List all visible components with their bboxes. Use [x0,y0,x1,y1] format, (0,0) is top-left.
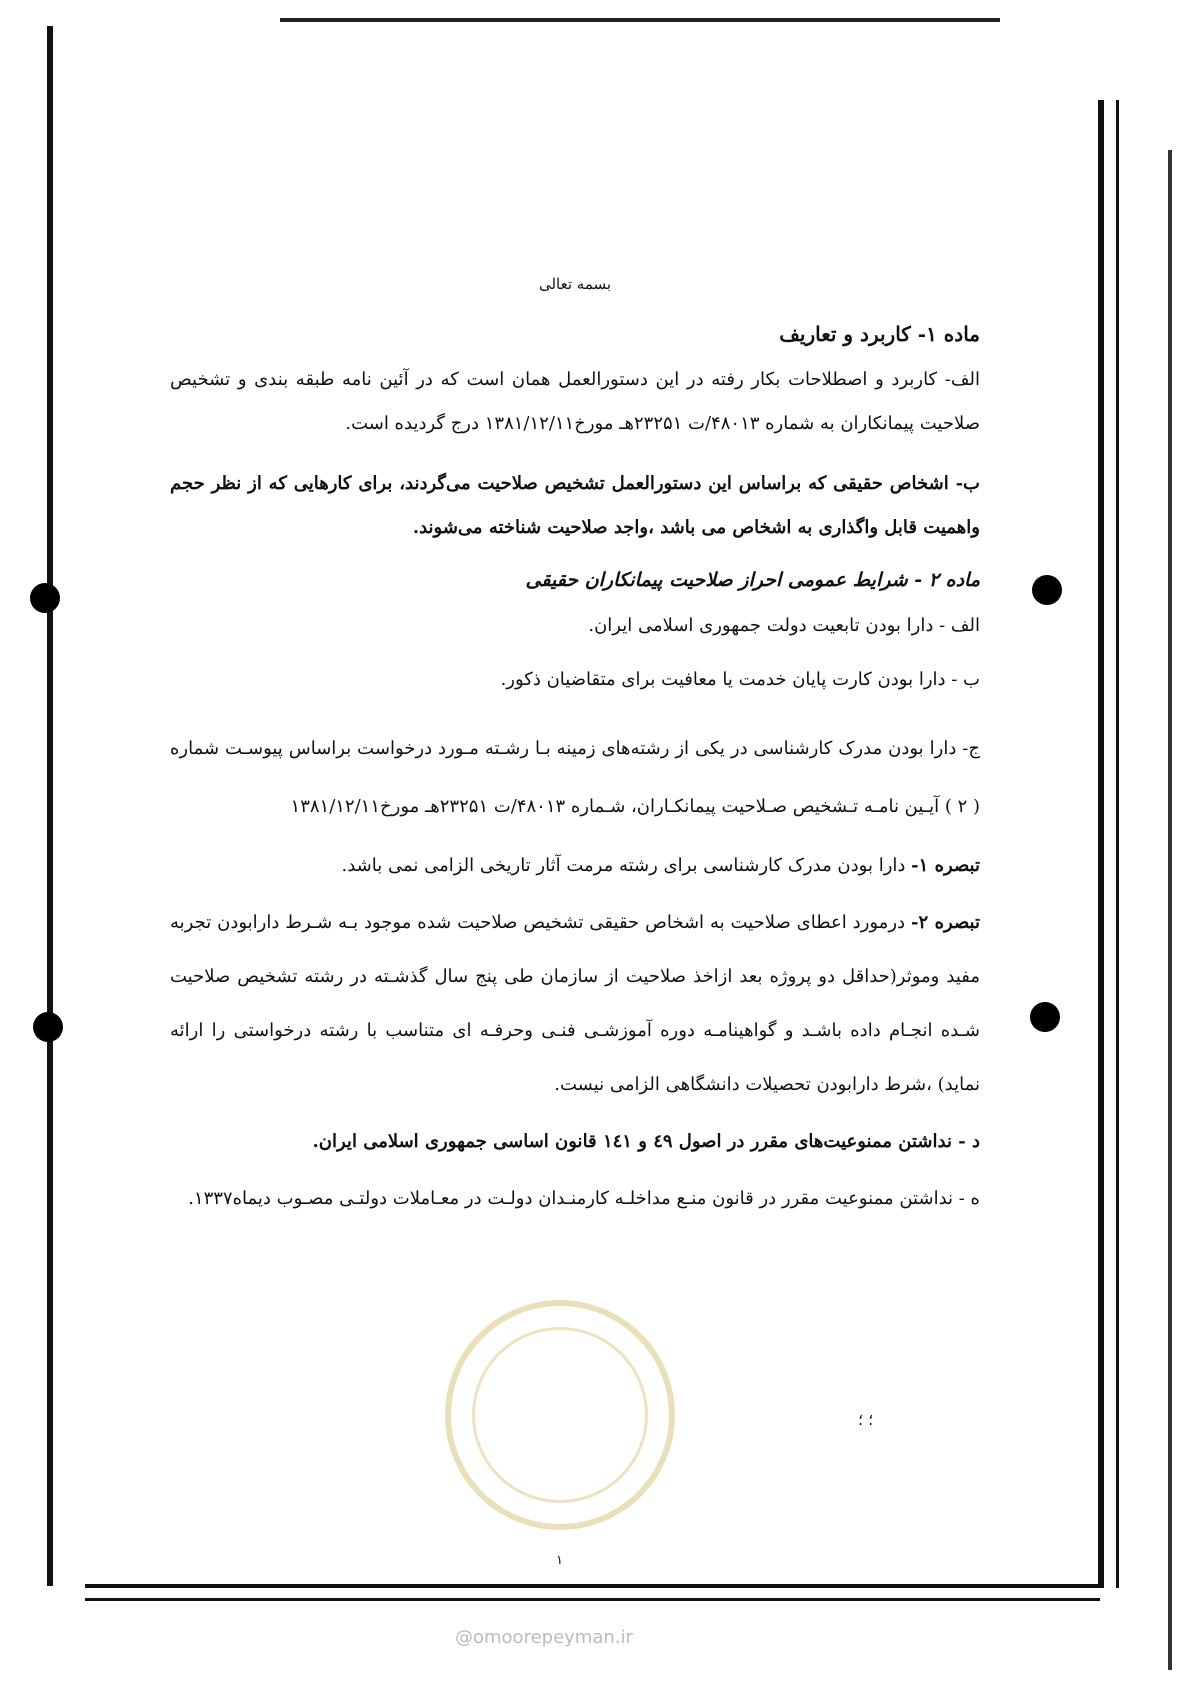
note-2 [170,896,980,1112]
article-2-clause-alef: الف - دارا بودن تابعیت دولت جمهوری اسلامی ایران. [588,615,980,636]
punch-hole-icon [1030,1002,1060,1032]
punch-hole-icon [1032,575,1062,605]
margin-marks: ؛ ؛ [858,1410,874,1429]
watermark-url: @omoorepeyman.ir [455,1627,633,1648]
right-edge-line [1168,150,1172,1670]
article-2-clause-he: ه - نداشتن ممنوعیت مقرر در قانون منـع مداخلـه کارمنـدان دولـت در معـاملات دولتـی مصـوب دیماه۱۳۳۷. [188,1188,980,1209]
article-1-clause-be: ب- اشخاص حقیقی که براساس این دستورالعمل تشخیص صلاحیت می‌گردند، برای کارهایی که از نظر حجم واهمیت قابل واگذاری به اشخاص می باشد ،واجد صلاحیت شناخته می‌شوند. [170,473,980,538]
note-1 [170,852,980,880]
article-2-clause-dal: د - نداشتن ممنوعیت‌های مقرر در اصول ٤٩ و ١٤١ قانون اساسی جمهوری اسلامی ایران. [312,1131,980,1152]
document-page [170,270,980,1242]
article-2-clause-jim: ج- دارا بودن مدرک کارشناسی در یکی از رشته‌های زمینه بـا رشـته مـورد درخواست براساس پیوسـت شماره ( ۲ ) آیـین نامـه تـشخیص صـلاحیت پیمانکـاران، شـماره ۴۸۰۱۳/ت ۲۳۲۵۱هـ مورخ۱۳۸۱/۱۲/۱۱ [170,738,980,817]
punch-hole-icon [33,1012,63,1042]
basmala: بسمه تعالی [538,275,612,293]
note-2-text: درمورد اعطای صلاحیت به اشخاص حقیقی تشخیص صلاحیت شده موجود بـه شـرط دارابودن تجربه مفید وموثر(حداقل دو پروژه بعد ازاخذ صلاحیت از سازمان طی پنج سال گذشـته در رشته تشخیص صلاحیت شـده انجـام داده باشـد و گواهینامـه دوره آموزشـی فنـی وحرفـه ای متناسب با رشته درخواستی را ارائه نماید) ،شرط دارابودن تحصیلات دانشگاهی الزامی نیست. [170,912,980,1095]
article-2-title: ماده ۲ - شرایط عمومی احراز صلاحیت پیمانکاران حقیقی [525,569,980,591]
bottom-border-line [85,1584,1100,1601]
page-number: ۱ [556,1553,563,1568]
punch-hole-icon [30,583,60,613]
watermark-seal-icon [445,1300,675,1530]
right-border-line [1098,100,1119,1588]
left-border-line [47,26,53,1586]
article-2-clause-be: ب - دارا بودن کارت پایان خدمت یا معافیت برای متقاضیان ذکور. [500,669,980,690]
note-1-text: دارا بودن مدرک کارشناسی برای رشته مرمت آثار تاریخی الزامی نمی باشد. [341,855,906,876]
article-1-clause-alef: الف- کاربرد و اصطلاحات بکار رفته در این دستورالعمل همان است که در آئین نامه طبقه بندی و تشخیص صلاحیت پیمانکاران به شماره ۴۸۰۱۳/ت ۲۳۲۵۱هـ مورخ۱۳۸۱/۱۲/۱۱ درج گردیده است. [170,369,980,434]
article-1-title: ماده ۱- کاربرد و تعاریف [779,322,980,346]
note-2-label: تبصره ۲- [910,912,980,933]
note-1-label: تبصره ۱- [911,855,980,876]
top-border-line [280,18,1000,22]
